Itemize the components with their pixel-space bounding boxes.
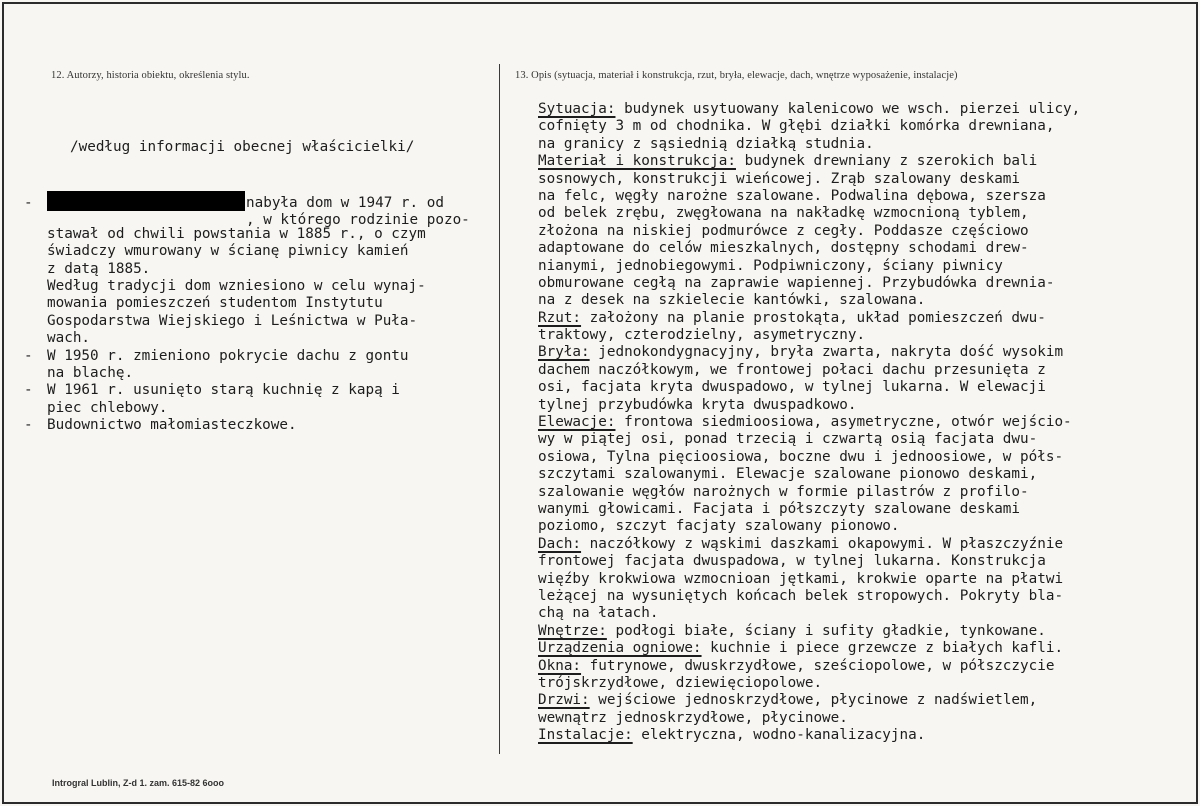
description-line (538, 310, 1080, 327)
description-line (538, 536, 1080, 553)
section-heading: Sytuacja: (538, 101, 616, 117)
section-heading: Drzwi: (538, 692, 590, 709)
description-line: na felc, węgły narożne szalowane. Podwalina dębowa, szersza (538, 187, 1046, 204)
section-heading: Bryła: (538, 344, 590, 361)
section-text: budynek usytuowany kalenicowo we wsch. pierzei ulicy, (615, 101, 1081, 117)
record-card (2, 2, 1198, 804)
description-line: obmurowane cegłą na zaprawie wapiennej. Przybudówka drewnia- (538, 274, 1055, 291)
redaction-bar (47, 191, 245, 211)
description-line: adaptowane do celów mieszkalnych, dostępny schodami drew- (538, 240, 1029, 257)
history-text: , w którego rodzinie pozo- (246, 212, 470, 229)
list-dash: - (24, 195, 33, 212)
description-line: tylnej przybudówka kryta dwuspadkowo. (538, 396, 857, 413)
history-title-line (24, 139, 470, 156)
description-line: na z desek na szkielecie kantówki, szalowana. (538, 292, 926, 309)
history-line (24, 191, 470, 212)
section-heading: Materiał i konstrukcja: (538, 153, 736, 170)
section-text: założony na planie prostokąta, układ pomieszczeń dwu- (581, 309, 1046, 326)
description-line: chą na łatach. (538, 605, 659, 622)
history-text: wach. (47, 330, 91, 347)
description-line: sosnowych, konstrukcji wieńcowej. Zrąb szalowany deskami (538, 170, 1021, 187)
history-text: W 1950 r. zmieniono pokrycie dachu z gontu (47, 347, 409, 364)
section-12-header: 12. Autorzy, historia obiektu, określenia stylu. (51, 70, 250, 81)
history-text: na blachę. (47, 364, 134, 381)
history-text: świadczy wmurowany w ścianę piwnicy kamień (47, 243, 409, 260)
history-line (24, 295, 470, 312)
description-line: trójskrzydłowe, dziewięciopolowe. (538, 674, 823, 691)
section-heading: Instalacje: (538, 727, 633, 744)
list-dash: - (24, 347, 33, 364)
history-line (24, 330, 470, 347)
section-heading: Elewacje: (538, 414, 616, 431)
column-divider (499, 64, 500, 754)
history-text: z datą 1885. (47, 260, 151, 277)
description-line (538, 414, 1080, 431)
history-line (24, 261, 470, 278)
section-heading: Dach: (538, 535, 582, 552)
description-line (538, 101, 1080, 118)
description-line (538, 727, 1080, 744)
section-text: frontowa siedmioosiowa, asymetryczne, otwór wejścio- (615, 414, 1072, 431)
description-line: od belek zrębu, zwęgłowana na nakładkę wzmocnioną tyblem, (538, 205, 1029, 222)
description-line (538, 640, 1080, 657)
section-heading: Okna: (538, 657, 582, 674)
history-line (24, 226, 470, 243)
description-line: leżącej na wysuniętych końcach belek stropowych. Pokryty bla- (538, 587, 1064, 604)
history-line (24, 382, 470, 399)
history-text: mowania pomieszczeń studentom Instytutu (47, 295, 383, 312)
section-13-header: 13. Opis (sytuacja, materiał i konstrukcja, rzut, bryła, elewacje, dach, wnętrze wyposażenie, instalacje) (515, 70, 958, 81)
description-line: wanymi głowicami. Facjata i półszczyty szalowane deskami (538, 500, 1021, 517)
description-line: traktowy, czterodzielny, asymetryczny. (538, 327, 866, 344)
printer-imprint: Introgral Lublin, Z-d 1. zam. 615-82 6ooo (52, 778, 225, 788)
section-text: futrynowe, dwuskrzydłowe, sześciopolowe, w półszczycie (581, 657, 1055, 674)
section-text: jednokondygnacyjny, bryła zwarta, nakryta dość wysokim (589, 344, 1064, 361)
description-line: poziomo, szczyt facjaty szalowany pionowo. (538, 518, 900, 535)
history-column (24, 104, 470, 469)
description-line: osiowa, Tylna pięcioosiowa, boczne dwu i jednoosiowe, w półs- (538, 448, 1064, 465)
section-heading: Urządzenia ogniowe: (538, 640, 702, 657)
description-line: szalowanie węgłów narożnych w formie pilastrów z profilo- (538, 483, 1029, 500)
description-column (538, 101, 1080, 744)
description-line: osi, facjata kryta dwuspadowo, w tylnej lukarna. W elewacji (538, 379, 1046, 396)
history-text: Według tradycji dom wzniesiono w celu wynaj- (47, 277, 426, 294)
description-line: cofnięty 3 m od chodnika. W głębi działki komórka drewniana, (538, 118, 1055, 135)
description-line (538, 658, 1080, 675)
description-line (538, 623, 1080, 640)
section-text: podłogi białe, ściany i sufity gładkie, tynkowane. (606, 622, 1046, 639)
history-title: /według informacji obecnej właścicielki/ (70, 138, 415, 155)
history-text: Budownictwo małomiasteczkowe. (47, 417, 297, 434)
history-text: piec chlebowy. (47, 399, 168, 416)
section-text: kuchnie i piece grzewcze z białych kafli. (701, 640, 1064, 657)
description-line: szczytami szalowanymi. Elewacje szalowane pionowo deskami, (538, 466, 1038, 483)
description-line: dachem naczółkowym, we frontowej połaci dachu przesunięta z (538, 361, 1046, 378)
history-text: nabyła dom w 1947 r. od (246, 195, 444, 212)
history-line (24, 278, 470, 295)
description-line (538, 344, 1080, 361)
description-line: więźby krokwiowa wzmocnioan jętkami, krokwie oparte na płatwi (538, 570, 1064, 587)
list-dash: - (24, 382, 33, 399)
section-text: naczółkowy z wąskimi daszkami okapowymi. W płaszczyźnie (581, 535, 1064, 552)
history-items (24, 191, 470, 434)
history-line (24, 313, 470, 330)
history-text: stawał od chwili powstania w 1885 r., o czym (47, 225, 426, 242)
section-heading: Wnętrze: (538, 622, 607, 639)
description-line: wy w piątej osi, ponad trzecią i czwartą osią facjata dwu- (538, 431, 1038, 448)
description-line: frontowej facjata dwuspadowa, w tylnej lukarna. Konstrukcja (538, 553, 1046, 570)
history-line (24, 417, 470, 434)
description-line (538, 153, 1080, 170)
history-line (24, 348, 470, 365)
history-line (24, 243, 470, 260)
description-line: złożona na niskiej podmurówce z cegły. Poddasze częściowo (538, 222, 1029, 239)
list-dash: - (24, 417, 33, 434)
history-line (24, 365, 470, 382)
history-line (24, 400, 470, 417)
description-line: nianymi, jednobiegowymi. Podpiwniczony, ściany piwnicy (538, 257, 1003, 274)
description-line: wewnątrz jednoskrzydłowe, płycinowe. (538, 709, 848, 726)
section-heading: Rzut: (538, 309, 582, 326)
description-line (538, 692, 1080, 709)
section-text: wejściowe jednoskrzydłowe, płycinowe z nadświetlem, (589, 692, 1038, 709)
history-text: W 1961 r. usunięto starą kuchnię z kapą i (47, 382, 400, 399)
section-text: budynek drewniany z szerokich bali (735, 153, 1038, 170)
section-text: elektryczna, wodno-kanalizacyjna. (632, 727, 926, 744)
description-line: na granicy z sąsiednią działką studnia. (538, 135, 874, 152)
history-text: Gospodarstwa Wiejskiego i Leśnictwa w Puła- (47, 312, 418, 329)
